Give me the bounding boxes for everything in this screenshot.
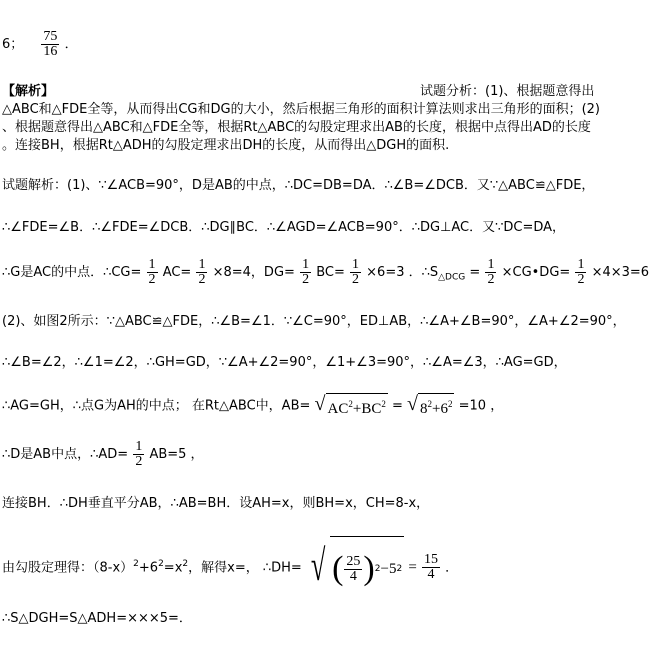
fraction-half: $\frac{1}{2}$ (198, 257, 206, 287)
analysis-header (2, 84, 54, 100)
analysis-line-3: 。连接BH，根据Rt△ADH的勾股定理求出DH的长度，从而得出△DGH的面积. (2, 138, 450, 153)
answer-fraction (41, 30, 59, 59)
answer-frac-num: 75 (43, 29, 58, 44)
fraction-half: $\frac{1}{2}$ (302, 257, 310, 287)
solution-line-3: ∴G是AC的中点．∴CG= $\frac{1}{2}$ AC= $\frac{1}{2}$ ×8=4，DG= $\frac{1}{2}$ BC= $\frac{1}{2}$ ×6=3 ．$\therefore S_{\triangle DCG}$ = $\frac{1}{2}$ ×CG•DG= $\frac{1}{2}$ ×4×3=6 (2, 257, 649, 287)
sqrt-dh: √ ( $\frac{25}{4}$ ) 2 −5 2 (306, 536, 404, 599)
analysis-title: 【解析】 (2, 84, 55, 99)
analysis-header-right: 试题分析：(1)、根据题意得出 (420, 84, 595, 99)
solution-line-4: (2)、如图2所示：∵△ABC≌△FDE，∴∠B=∠1．∵∠C=90°，ED⊥AB，∴∠A+∠B=90°，∠A+∠2=90°， (2, 314, 626, 329)
solution-line-10: ∴S△DGH=S△ADH=×××5=． (2, 611, 192, 626)
fraction-half: $\frac{1}{2}$ (135, 439, 143, 469)
fraction-half: $\frac{1}{2}$ (577, 257, 585, 287)
fraction-half: $\frac{1}{2}$ (148, 257, 156, 287)
answer-line (2, 30, 78, 59)
fraction-half: $\frac{1}{2}$ (352, 257, 360, 287)
fraction-15-4: $\frac{15}{4}$ (423, 552, 438, 583)
solution-line-2: ∴∠FDE=∠B．∴∠FDE=∠DCB．∴DG∥BC．∴∠AGD=∠ACB=90°．∴DG⊥AC．又∵DC=DA， (2, 220, 566, 235)
solution-line-7: ∴D是AB中点，∴AD= $\frac{1}{2}$ AB=5 ， (2, 439, 204, 469)
answer-frac-den: 16 (43, 44, 58, 59)
solution-line-5: ∴∠B=∠2，∴∠1=∠2，∴GH=GD，∵∠A+∠2=90°，∠1+∠3=90°，∴∠A=∠3，∴AG=GD， (2, 355, 567, 370)
sqrt-ac-bc: √ $AC^2+BC^2$ (314, 393, 386, 417)
analysis-line-1: △ABC和△FDE全等，从而得出CG和DG的大小，然后根据三角形的面积计算法则求出三角形的面积；(2) (2, 102, 601, 117)
fraction-half: $\frac{1}{2}$ (487, 257, 495, 287)
solution-line-6: ∴AG=GH，∴点G为AH的中点； 在Rt△ABC中，AB= √ $AC^2+BC^2$ = √ $8^2+6^2$ =10 ， (2, 393, 504, 417)
analysis-line-2: 、根据题意得出△ABC和△FDE全等，根据Rt△ABC的勾股定理求出AB的长度，根据中点得出AD的长度 (2, 120, 591, 135)
sqrt-8-6: √ $8^2+6^2$ (407, 393, 453, 417)
solution-line-8: 连接BH．∴DH垂直平分AB，∴AB=BH．设AH=x，则BH=x，CH=8-x， (2, 496, 430, 511)
solution-line-9: 由勾股定理得：$(8-x)^2+6^2=x^2$，解得x=， ∴DH= √ ( $\frac{25}{4}$ ) 2 −5 2 = $\frac{15}{4}$ ． (2, 534, 458, 599)
answer-prefix: 6； (2, 37, 24, 52)
answer-suffix: ． (64, 37, 78, 52)
solution-line-1: 试题解析：(1)、∵∠ACB=90°，D是AB的中点，∴DC=DB=DA．∴∠B=∠DCB．又∵△ABC≌△FDE， (2, 178, 595, 193)
